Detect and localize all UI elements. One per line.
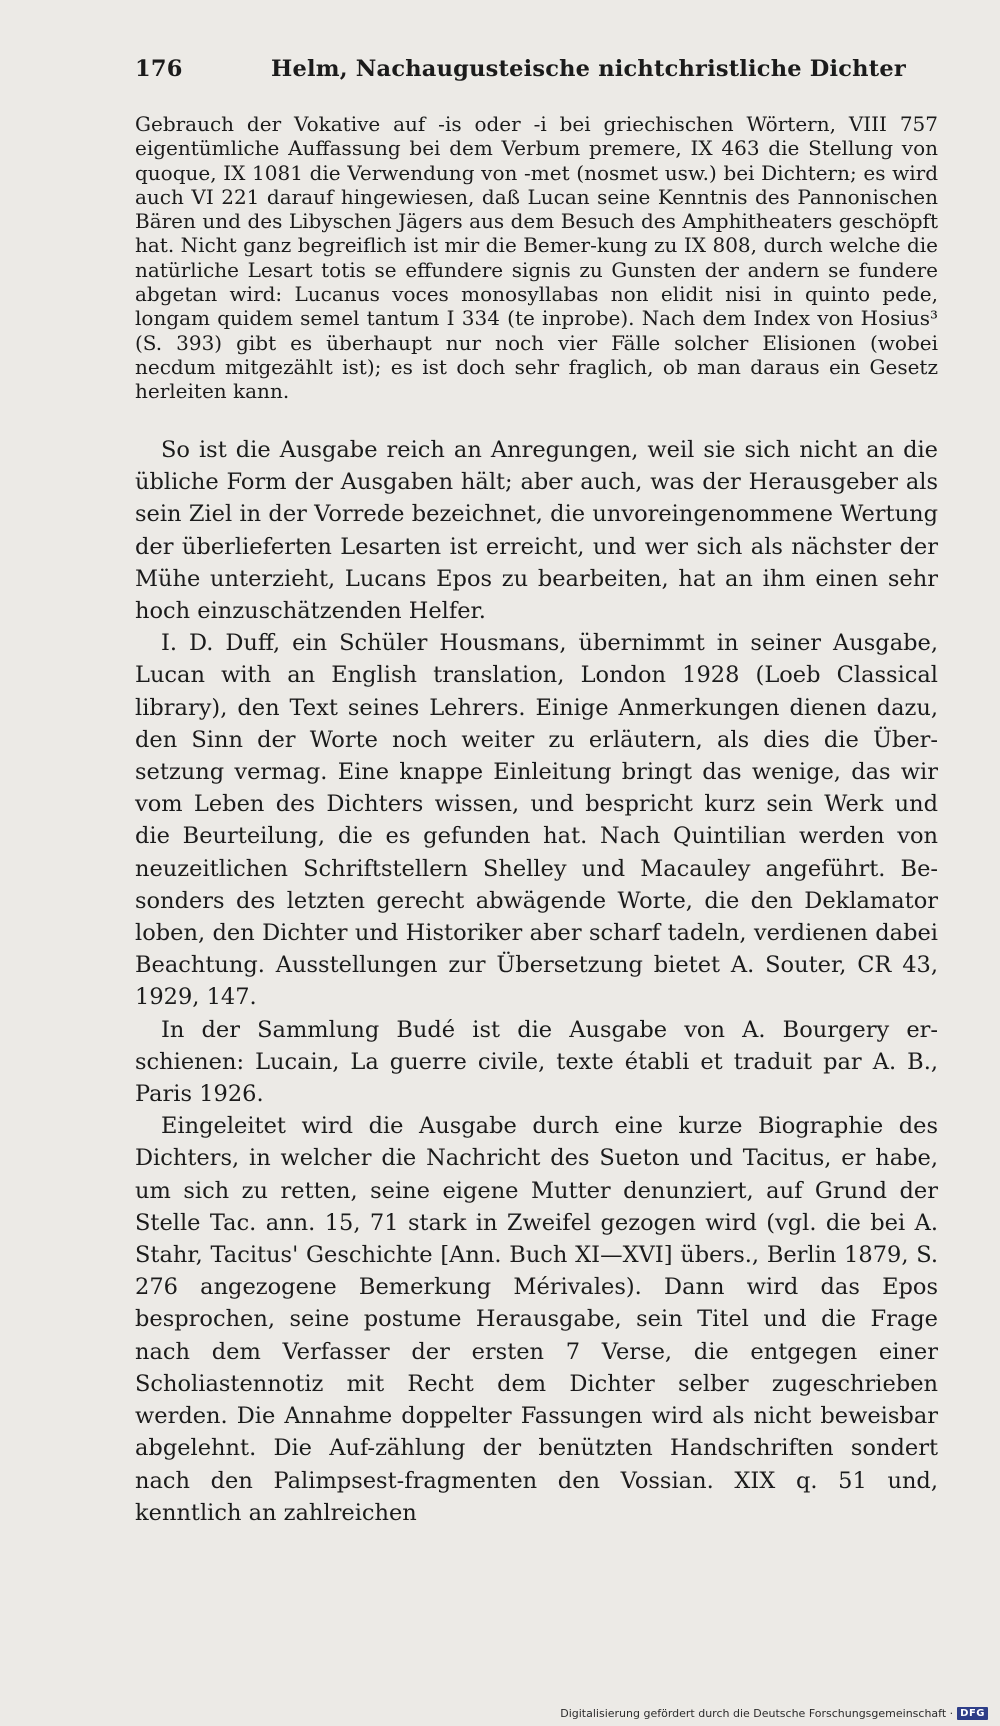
- digitization-credit: [560, 1707, 988, 1720]
- footnote-text: Gebrauch der Vokative auf -is oder -i bei griechischen Wörtern, VIII 757 eigentümliche Auffassung bei dem Verbum premere, IX 463 die Stellung von quoque, IX 1081 die Verwendung von -met (nosmet usw.) bei Dichtern; es wird auch VI 221 darauf hingewiesen, daß Lucan seine Kenntnis des Pannonischen Bären und des Libyschen Jägers aus dem Besuch des Amphitheaters geschöpft hat. Nicht ganz begreiflich ist mir die Bemer-kung zu IX 808, durch welche die natürliche Lesart totis se effundere signis zu Gunsten der andern se fundere abgetan wird: Lucanus voces monosyllabas non elidit nisi in quinto pede, longam quidem semel tantum I 334 (te inprobe). Nach dem Index von Hosius³ (S. 393) gibt es überhaupt nur noch vier Fälle solcher Elisionen (wobei necdum mitgezählt ist); es ist doch sehr fraglich, ob man daraus ein Gesetz herleiten kann.: [135, 112, 938, 404]
- paragraph-1: So ist die Ausgabe reich an Anregungen, weil sie sich nicht an die übliche Form der Ausgaben hält; aber auch, was der Herausgeber als sein Ziel in der Vorrede bezeichnet, die unvoreingenommene Wertung der überlieferten Lesarten ist erreicht, und wer sich als nächster der Mühe unterzieht, Lucans Epos zu bearbeiten, hat an ihm einen sehr hoch einzuschätzenden Helfer.: [135, 437, 938, 625]
- page-number: 176: [135, 56, 183, 82]
- paragraph-3: In der Sammlung Budé ist die Ausgabe von A. Bourgery er-schienen: Lucain, La guerre civile, texte établi et traduit par A. B., Paris 1926.: [135, 1016, 938, 1108]
- dfg-logo: DFG: [957, 1707, 988, 1720]
- credit-text: Digitalisierung gefördert durch die Deutsche Forschungsgemeinschaft ·: [560, 1707, 954, 1720]
- main-text: [135, 434, 938, 1529]
- footnote-continuation: [135, 112, 938, 404]
- paragraph-4: Eingeleitet wird die Ausgabe durch eine kurze Biographie des Dichters, in welcher die Nachricht des Sueton und Tacitus, er habe, um sich zu retten, seine eigene Mutter denunziert, auf Grund der Stelle Tac. ann. 15, 71 stark in Zweifel gezogen wird (vgl. die bei A. Stahr, Tacitus' Geschichte [Ann. Buch XI—XVI] übers., Berlin 1879, S. 276 angezogene Bemerkung Mérivales). Dann wird das Epos besprochen, seine postume Herausgabe, sein Titel und die Frage nach dem Verfasser der ersten 7 Verse, die entgegen einer Scholiastennotiz mit Recht dem Dichter selber zugeschrieben werden. Die Annahme doppelter Fassungen wird als nicht beweisbar abgelehnt. Die Auf-zählung der benützten Handschriften sondert nach den Palimpsest-fragmenten den Vossian. XIX q. 51 und, kenntlich an zahlreichen: [135, 1113, 938, 1526]
- paragraph-2: I. D. Duff, ein Schüler Housmans, übernimmt in seiner Ausgabe, Lucan with an English translation, London 1928 (Loeb Classical library), den Text seines Lehrers. Einige Anmerkungen dienen dazu, den Sinn der Worte noch weiter zu erläutern, als dies die Über-setzung vermag. Eine knappe Einleitung bringt das wenige, das wir vom Leben des Dichters wissen, und bespricht kurz sein Werk und die Beurteilung, die es gefunden hat. Nach Quintilian werden von neuzeitlichen Schriftstellern Shelley und Macauley angeführt. Be-sonders des letzten gerecht abwägende Worte, die den Deklamator loben, den Dichter und Historiker aber scharf tadeln, verdienen dabei Beachtung. Ausstellungen zur Übersetzung bietet A. Souter, CR 43, 1929, 147.: [135, 630, 938, 1011]
- running-title: Helm, Nachaugusteische nichtchristliche Dichter: [271, 56, 906, 82]
